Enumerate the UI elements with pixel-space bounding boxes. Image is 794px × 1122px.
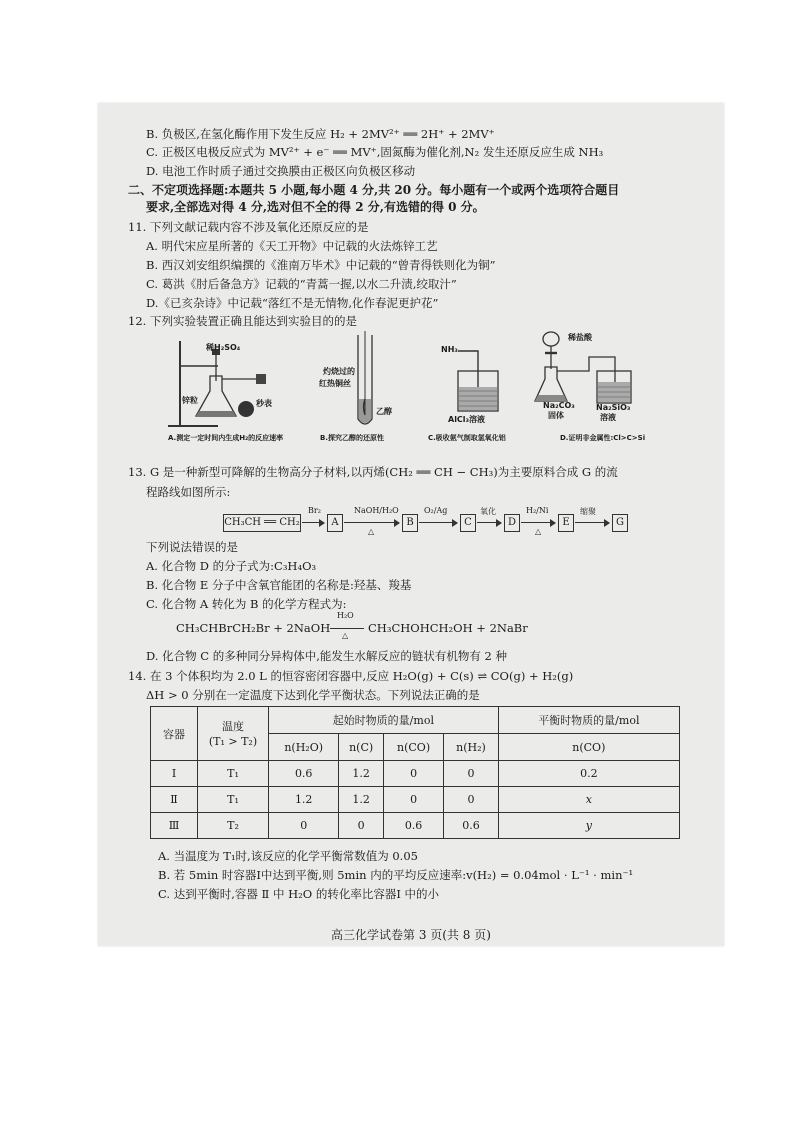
q13-equation-right: CH₃CHOHCH₂OH + 2NaBr — [368, 621, 528, 635]
table-row — [151, 813, 680, 839]
cell: 1.2 — [269, 787, 339, 813]
flow-reagent-3: O₂/Ag — [424, 506, 448, 515]
fig-d-label-silicate: Na₂SiO₃ — [596, 403, 631, 412]
q13-eq-cond-bot: △ — [342, 631, 349, 640]
fig-c-label-solution: AlCl₃溶液 — [448, 415, 486, 424]
synthesis-flowchart — [98, 504, 724, 538]
q10-option-c: C. 正极区电极反应式为 MV²⁺ + e⁻ ══ MV⁺,固氮酶为催化剂,N₂ 发生还原反应生成 NH₃ — [146, 145, 604, 159]
q10-option-b: B. 负极区,在氢化酶作用下发生反应 H₂ + 2MV²⁺ ══ 2H⁺ + 2MV⁺ — [146, 127, 495, 141]
flow-start: CH₃CH ══ CH₂ — [223, 514, 301, 532]
flow-reagent-5-heat: △ — [535, 527, 542, 536]
q10-option-d: D. 电池工作时质子通过交换膜由正极区向负极区移动 — [146, 164, 416, 178]
q11-option-d: D.《已亥杂诗》中记载“落红不是无情物,化作春泥更护花” — [146, 296, 439, 310]
q13-option-a: A. 化合物 D 的分子式为:C₃H₄O₃ — [146, 559, 317, 573]
cell: T₁ — [198, 787, 269, 813]
flow-reagent-2: NaOH/H₂O — [354, 506, 399, 515]
cell: 0 — [339, 813, 383, 839]
fig-d-label-carbonate: Na₂CO₃ — [543, 401, 575, 410]
flow-arrow-6 — [575, 522, 609, 523]
q14-option-c: C. 达到平衡时,容器 Ⅱ 中 H₂O 的转化率比容器Ⅰ 中的小 — [158, 887, 440, 901]
flow-arrow-3 — [419, 522, 457, 523]
fig-b-label-3: 乙醇 — [376, 407, 392, 416]
th-container: 容器 — [151, 707, 198, 761]
q13-option-b: B. 化合物 E 分子中含氧官能团的名称是:羟基、羧基 — [146, 578, 412, 592]
flow-reagent-1: Br₂ — [308, 506, 321, 515]
cell: 1.2 — [339, 787, 383, 813]
caption-a: A.测定一定时间内生成H₂的反应速率 — [168, 434, 284, 442]
table-row — [151, 761, 680, 787]
th-n-h2o: n(H₂O) — [269, 734, 339, 761]
flow-arrow-5 — [521, 522, 555, 523]
th-n-co-eq: n(CO) — [498, 734, 679, 761]
th-temperature — [198, 707, 269, 761]
section-heading: 二、不定项选择题:本题共 5 小题,每小题 4 分,共 20 分。每小题有一个或两个选项符合题目 — [128, 183, 620, 197]
fig-b-label-2: 红热铜丝 — [319, 379, 351, 388]
q13-eq-cond-top: H₂O — [337, 611, 354, 620]
q14-option-a: A. 当温度为 T₁时,该反应的化学平衡常数值为 0.05 — [158, 849, 418, 863]
flow-node-b: B — [402, 514, 418, 532]
fig-d-label-solid: 固体 — [548, 411, 564, 420]
cell: x — [498, 787, 679, 813]
flow-node-g: G — [612, 514, 628, 532]
flow-node-d: D — [504, 514, 520, 532]
q14-stem: 14. 在 3 个体积均为 2.0 L 的恒容密闭容器中,反应 H₂O(g) + C(s) ⇌ CO(g) + H₂(g) — [128, 669, 574, 683]
th-temperature-label: 温度 — [222, 719, 244, 733]
q13-option-c: C. 化合物 A 转化为 B 的化学方程式为: — [146, 597, 347, 611]
page-footer: 高三化学试卷第 3 页(共 8 页) — [331, 928, 491, 942]
fig-a-label-timer: 秒表 — [256, 399, 272, 408]
fig-a-label-zinc: 锌粒 — [182, 396, 198, 405]
q13-equation-left: CH₃CHBrCH₂Br + 2NaOH — [176, 621, 331, 635]
table-row — [151, 787, 680, 813]
section-heading-cont: 要求,全部选对得 4 分,选对但不全的得 2 分,有选错的得 0 分。 — [146, 200, 485, 214]
cell: y — [498, 813, 679, 839]
cell: Ⅱ — [151, 787, 198, 813]
th-initial-amount: 起始时物质的量/mol — [269, 707, 499, 734]
th-n-h2: n(H₂) — [444, 734, 498, 761]
cell: T₁ — [198, 761, 269, 787]
q14-stem-cont: ΔH > 0 分别在一定温度下达到化学平衡状态。下列说法正确的是 — [146, 688, 480, 702]
cell: 0.6 — [383, 813, 443, 839]
q13-stem: 13. G 是一种新型可降解的生物高分子材料,以丙烯(CH₂ ══ CH − CH₃)为主要原料合成 G 的流 — [128, 465, 618, 479]
q14-data-table — [150, 706, 680, 839]
th-n-c: n(C) — [339, 734, 383, 761]
q13-option-d: D. 化合物 C 的多种同分异构体中,能发生水解反应的链状有机物有 2 种 — [146, 649, 508, 663]
exam-page — [98, 103, 724, 946]
cell: 0 — [383, 761, 443, 787]
flow-reagent-6: 缩聚 — [580, 507, 596, 516]
flow-reagent-2-heat: △ — [368, 527, 375, 536]
flow-node-a: A — [327, 514, 343, 532]
th-temperature-note: (T₁ > T₂) — [208, 734, 258, 748]
fig-b-label-1: 灼烧过的 — [323, 367, 355, 376]
fig-a-label-acid: 稀H₂SO₄ — [206, 343, 241, 352]
fig-d-label-acid: 稀盐酸 — [568, 333, 592, 342]
q11-stem: 11. 下列文献记载内容不涉及氧化还原反应的是 — [128, 220, 369, 234]
fig-c-label-gas: NH₃ — [441, 345, 458, 354]
q11-option-a: A. 明代宋应星所著的《天工开物》中记载的火法炼锌工艺 — [146, 239, 438, 253]
cell: 0.6 — [444, 813, 498, 839]
q11-option-c: C. 葛洪《肘后备急方》记载的“青蒿一握,以水二升渍,绞取汁” — [146, 277, 457, 291]
q12-stem: 12. 下列实验装置正确且能达到实验目的的是 — [128, 314, 357, 328]
cell: 0 — [444, 761, 498, 787]
cell: 0.6 — [269, 761, 339, 787]
q13-eq-arrow — [330, 628, 364, 629]
flow-node-e: E — [558, 514, 574, 532]
cell: Ⅰ — [151, 761, 198, 787]
q13-stem-cont: 程路线如图所示: — [146, 485, 231, 499]
q11-option-b: B. 西汉刘安组织编撰的《淮南万毕术》中记载的“曾青得铁则化为铜” — [146, 258, 496, 272]
flow-arrow-1 — [302, 522, 324, 523]
flow-reagent-4: 氧化 — [480, 507, 496, 516]
flow-arrow-2 — [344, 522, 399, 523]
th-equilibrium-amount: 平衡时物质的量/mol — [498, 707, 679, 734]
th-n-co: n(CO) — [383, 734, 443, 761]
cell: Ⅲ — [151, 813, 198, 839]
fig-d-label-sol: 溶液 — [600, 413, 616, 422]
flow-node-c: C — [460, 514, 476, 532]
cell: 0.2 — [498, 761, 679, 787]
q14-option-b: B. 若 5min 时容器Ⅰ中达到平衡,则 5min 内的平均反应速率:v(H₂) = 0.04mol · L⁻¹ · min⁻¹ — [158, 868, 634, 882]
flow-arrow-4 — [477, 522, 501, 523]
cell: 0 — [383, 787, 443, 813]
cell: T₂ — [198, 813, 269, 839]
cell: 1.2 — [339, 761, 383, 787]
caption-c: C.吸收氨气制取氢氧化铝 — [428, 434, 506, 442]
caption-b: B.探究乙醇的还原性 — [320, 434, 384, 442]
flow-reagent-5: H₂/Ni — [526, 506, 549, 515]
cell: 0 — [444, 787, 498, 813]
cell: 0 — [269, 813, 339, 839]
q13-prompt: 下列说法错误的是 — [146, 540, 238, 554]
caption-d: D.证明非金属性:Cl>C>Si — [560, 434, 646, 442]
